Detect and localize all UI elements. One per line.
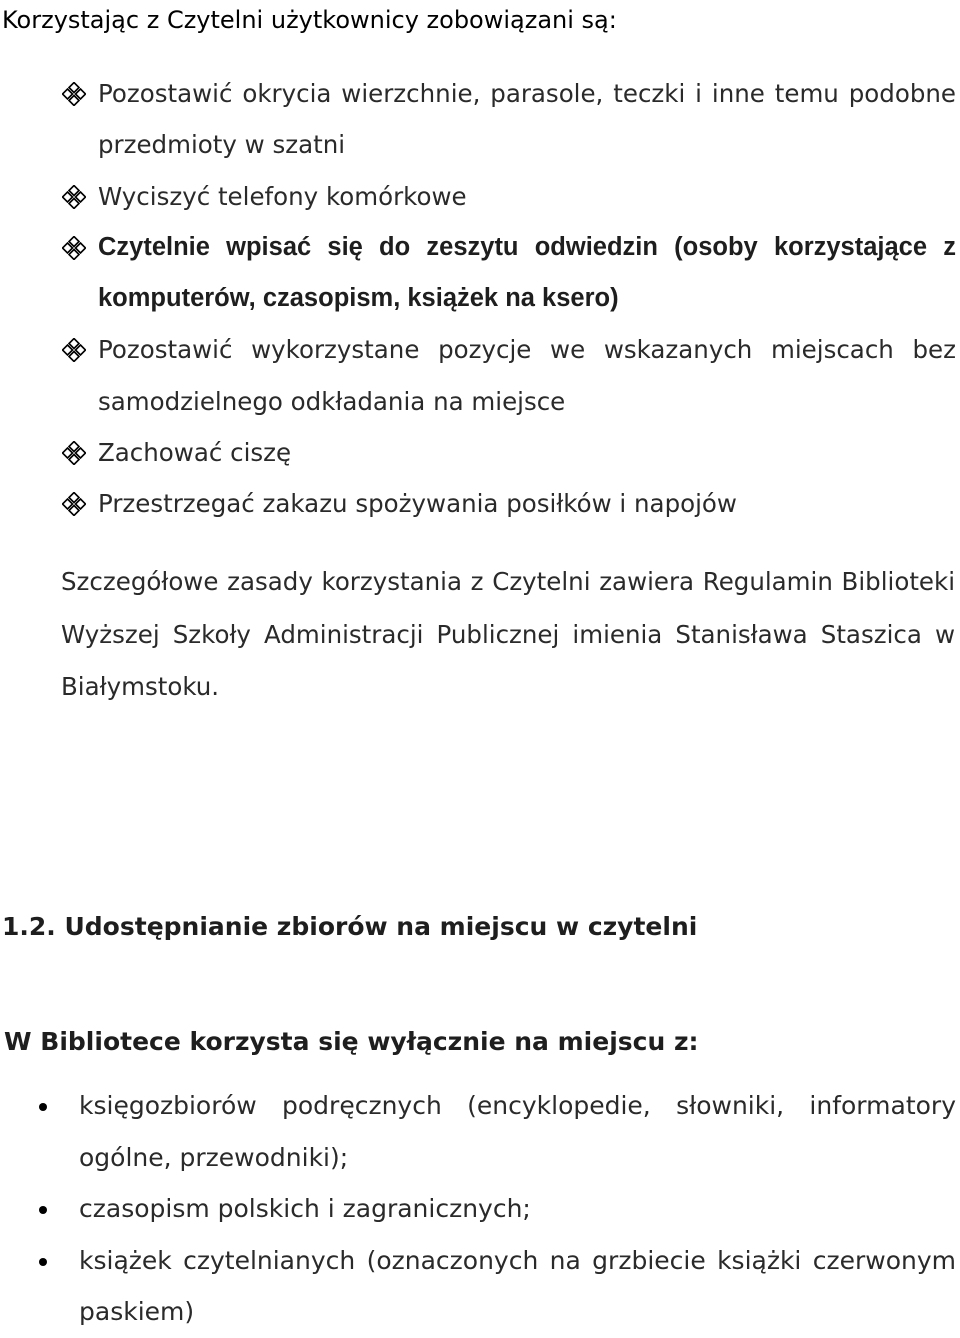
diamond-bullet-icon [62, 82, 86, 106]
obligation-text: Zachować ciszę [98, 438, 292, 468]
obligations-list [62, 68, 956, 530]
diamond-bullet-icon [62, 492, 86, 516]
round-bullet-icon [39, 1258, 47, 1266]
obligation-text: Pozostawić wykorzystane pozycje we wskazanych miejscach bez samodzielnego odkładania na miejsce [98, 335, 956, 416]
obligation-item [62, 222, 956, 325]
diamond-bullet-icon [62, 338, 86, 362]
onsite-item-text: czasopism polskich i zagranicznych; [79, 1194, 531, 1223]
onsite-item [38, 1235, 956, 1338]
obligation-text: Czytelnie wpisać się do zeszytu odwiedzin (osoby korzystające z komputerów, czasopism, książek na ksero) [98, 232, 956, 313]
onsite-item-text: księgozbiorów podręcznych (encyklopedie, słowniki, informatory ogólne, przewodniki); [79, 1091, 956, 1172]
obligation-item [62, 427, 956, 478]
obligation-text: Pozostawić okrycia wierzchnie, parasole, teczki i inne temu podobne przedmioty w szatni [98, 79, 956, 160]
round-bullet-icon [39, 1206, 47, 1214]
obligation-text: Wyciszyć telefony komórkowe [98, 181, 467, 211]
obligation-item [62, 171, 956, 222]
onsite-item [38, 1080, 956, 1183]
diamond-bullet-icon [62, 236, 86, 260]
onsite-item-text: książek czytelnianych (oznaczonych na grzbiecie książki czerwonym paskiem) [79, 1245, 956, 1326]
obligation-item [62, 324, 956, 427]
diamond-bullet-icon [62, 441, 86, 465]
intro-text: Korzystając z Czytelni użytkownicy zobowiązani są: [2, 6, 617, 34]
diamond-bullet-icon [62, 185, 86, 209]
obligation-text: Przestrzegać zakazu spożywania posiłków i napojów [98, 489, 737, 519]
rules-paragraph: Szczegółowe zasady korzystania z Czytelni zawiera Regulamin Biblioteki Wyższej Szkoły Administracji Publicznej imienia Stanisława Staszica w Białymstoku. [61, 567, 955, 701]
obligation-item [62, 68, 956, 171]
section-heading: 1.2. Udostępnianie zbiorów na miejscu w czytelni [2, 912, 698, 941]
round-bullet-icon [39, 1103, 47, 1111]
onsite-heading: W Bibliotece korzysta się wyłącznie na miejscu z: [4, 1027, 699, 1056]
onsite-item [38, 1183, 956, 1235]
obligation-item [62, 478, 956, 529]
onsite-list [38, 1080, 956, 1338]
